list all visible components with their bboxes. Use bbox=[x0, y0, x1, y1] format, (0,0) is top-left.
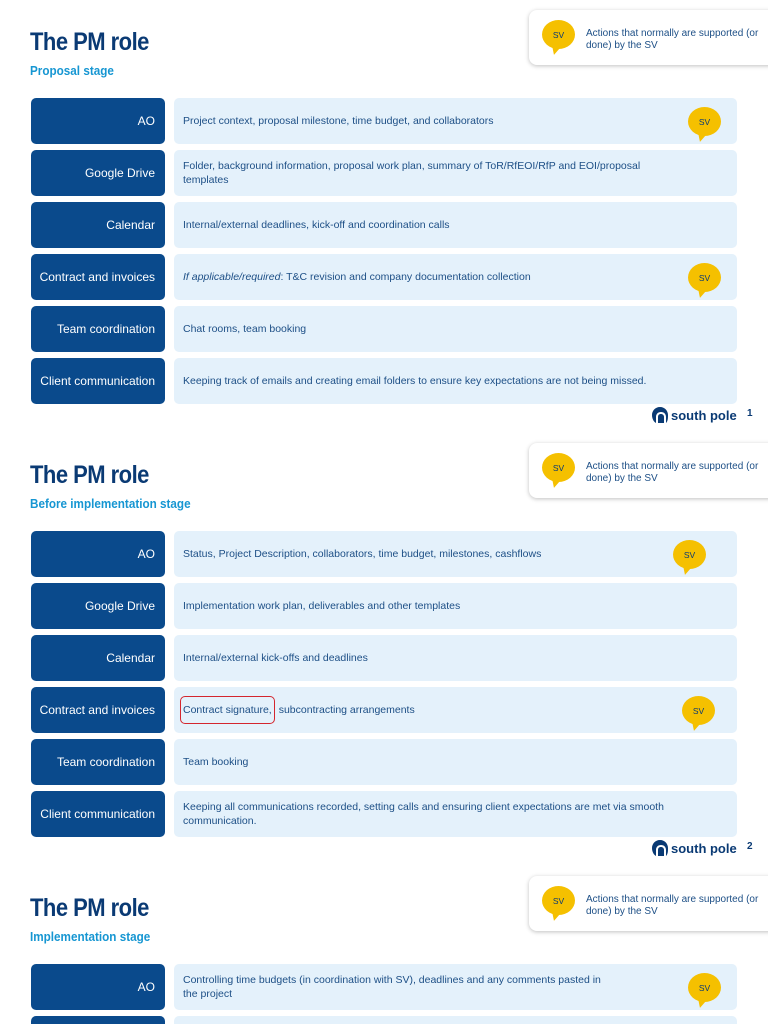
row-description-text: Folder, background information, proposal work plan, summary of ToR/RfEOI/RfP and EOI/proposal templates bbox=[183, 160, 641, 186]
row-description bbox=[174, 98, 737, 144]
south-pole-logo-icon bbox=[651, 839, 669, 857]
row-description-text: Team booking bbox=[183, 756, 249, 768]
legend-card bbox=[529, 10, 768, 65]
row-description bbox=[174, 358, 737, 404]
page-subtitle: Before implementation stage bbox=[30, 496, 191, 511]
row-description bbox=[174, 202, 737, 248]
legend-text: Actions that normally are supported (or done) by the SV bbox=[586, 461, 759, 484]
row-description-text: : T&C revision and company documentation collection bbox=[280, 271, 531, 283]
row-description-text: Controlling time budgets (in coordination with SV), deadlines and any comments pasted in the project bbox=[183, 974, 601, 1000]
row-description bbox=[174, 531, 737, 577]
row-label: Client communication bbox=[31, 791, 165, 837]
row-description bbox=[174, 254, 737, 300]
row-label: Google Drive bbox=[31, 150, 165, 196]
page-title: The PM role bbox=[30, 28, 149, 56]
legend-text: Actions that normally are supported (or done) by the SV bbox=[586, 28, 759, 51]
row-description bbox=[174, 583, 737, 629]
row-description bbox=[174, 687, 737, 733]
row-label: Client communication bbox=[31, 358, 165, 404]
row-description-text: Implementation work plan, deliverables and other templates bbox=[183, 600, 461, 612]
sv-speech-bubble-icon: SV bbox=[542, 20, 575, 49]
row-description bbox=[174, 739, 737, 785]
row-description-text: Project context, proposal milestone, time budget, and collaborators bbox=[183, 115, 494, 127]
row-description bbox=[174, 150, 737, 196]
sv-speech-bubble-icon: SV bbox=[673, 540, 706, 569]
row-label-partial bbox=[31, 1016, 165, 1024]
sv-speech-bubble-icon: SV bbox=[682, 696, 715, 725]
page-title: The PM role bbox=[30, 894, 149, 922]
page-title: The PM role bbox=[30, 461, 149, 489]
logo-text: south pole bbox=[671, 407, 737, 423]
row-description-text: Internal/external deadlines, kick-off and coordination calls bbox=[183, 219, 450, 231]
logo-text: south pole bbox=[671, 840, 737, 856]
row-description bbox=[174, 306, 737, 352]
row-label: AO bbox=[31, 964, 165, 1010]
sv-speech-bubble-icon: SV bbox=[542, 886, 575, 915]
sv-speech-bubble-icon: SV bbox=[688, 263, 721, 292]
south-pole-logo bbox=[651, 839, 737, 857]
row-description-partial bbox=[174, 1016, 737, 1024]
row-description-text: subcontracting arrangements bbox=[278, 704, 415, 716]
row-label: AO bbox=[31, 531, 165, 577]
south-pole-logo bbox=[651, 406, 737, 424]
page-subtitle: Proposal stage bbox=[30, 63, 114, 78]
row-description-italic: If applicable/required bbox=[183, 271, 281, 283]
slide-implementation-stage bbox=[0, 866, 768, 1024]
row-description-text: Keeping track of emails and creating email folders to ensure key expectations are not being missed. bbox=[183, 375, 647, 387]
sv-speech-bubble-icon: SV bbox=[688, 973, 721, 1002]
row-label: Google Drive bbox=[31, 583, 165, 629]
row-label: Team coordination bbox=[31, 739, 165, 785]
legend-card bbox=[529, 876, 768, 931]
row-label: AO bbox=[31, 98, 165, 144]
page-number: 1 bbox=[747, 408, 753, 419]
highlight-box: Contract signature, bbox=[180, 696, 275, 724]
sv-speech-bubble-icon: SV bbox=[688, 107, 721, 136]
slide-proposal-stage bbox=[0, 0, 768, 433]
row-label: Calendar bbox=[31, 635, 165, 681]
page-number: 2 bbox=[747, 841, 753, 852]
row-label: Contract and invoices bbox=[31, 254, 165, 300]
page-subtitle: Implementation stage bbox=[30, 929, 151, 944]
slide-before-implementation-stage bbox=[0, 433, 768, 866]
sv-speech-bubble-icon: SV bbox=[542, 453, 575, 482]
row-label: Contract and invoices bbox=[31, 687, 165, 733]
row-description-text: Internal/external kick-offs and deadlines bbox=[183, 652, 368, 664]
row-label: Team coordination bbox=[31, 306, 165, 352]
row-description bbox=[174, 964, 737, 1010]
row-description-text: Keeping all communications recorded, setting calls and ensuring client expectations are met via smooth communication. bbox=[183, 801, 664, 827]
legend-text: Actions that normally are supported (or done) by the SV bbox=[586, 894, 759, 917]
row-description bbox=[174, 635, 737, 681]
row-description-text: Status, Project Description, collaborators, time budget, milestones, cashflows bbox=[183, 548, 542, 560]
row-description-text: Chat rooms, team booking bbox=[183, 323, 307, 335]
south-pole-logo-icon bbox=[651, 406, 669, 424]
legend-card bbox=[529, 443, 768, 498]
row-description bbox=[174, 791, 737, 837]
row-label: Calendar bbox=[31, 202, 165, 248]
